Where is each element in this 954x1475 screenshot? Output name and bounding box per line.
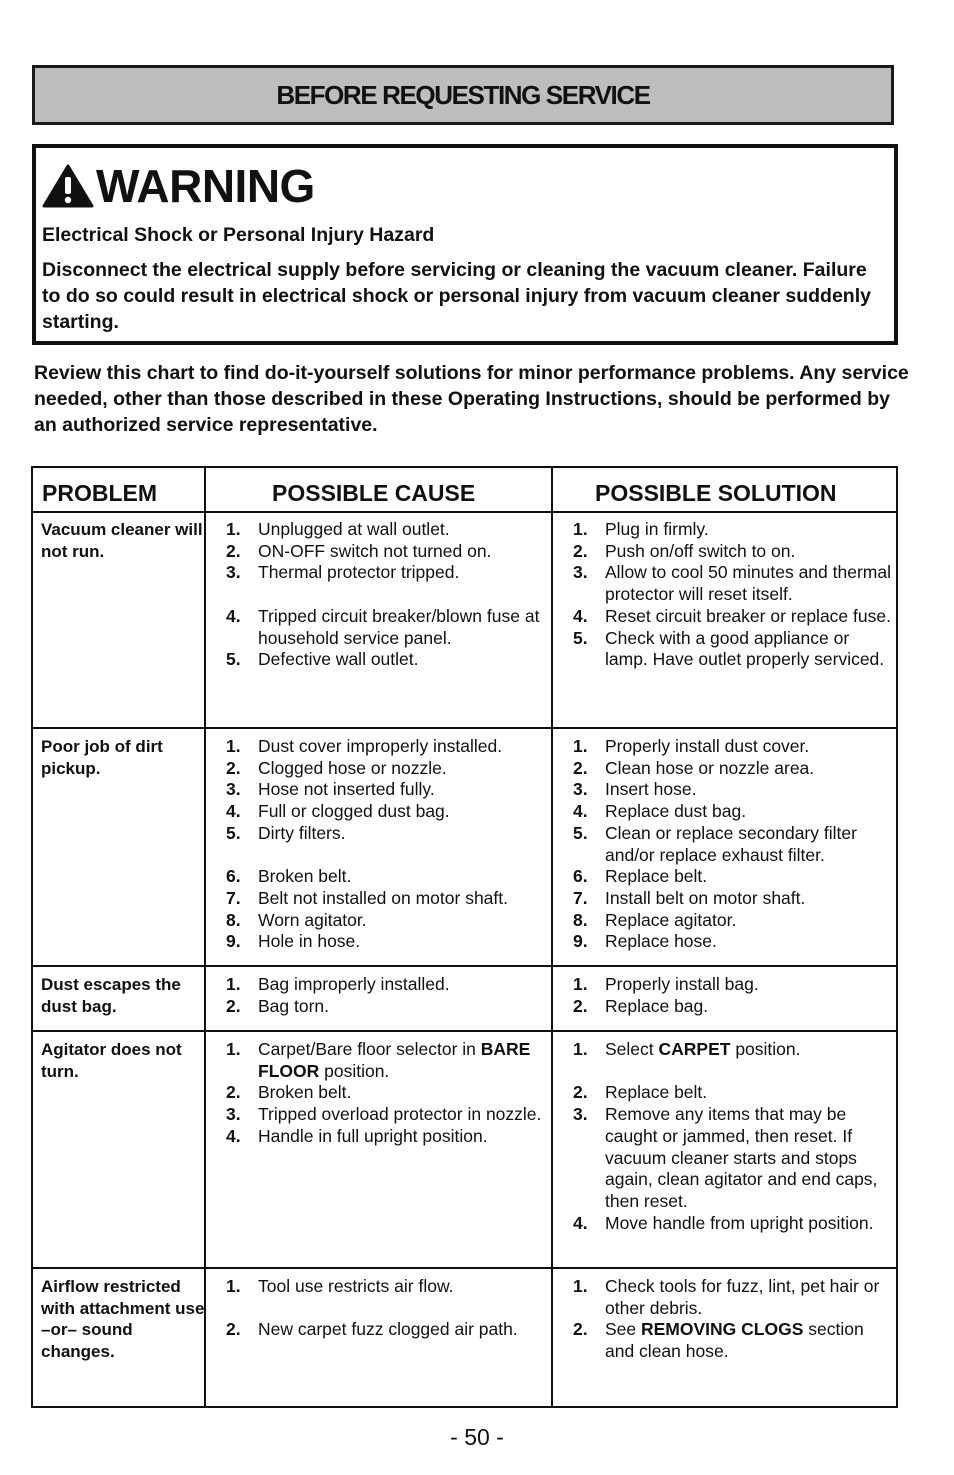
cause-cell <box>226 1039 556 1148</box>
item-text: Bag improperly installed. <box>258 974 450 994</box>
item-text: Clean hose or nozzle area. <box>605 757 815 778</box>
item-number: 3. <box>573 779 588 800</box>
item-number: 1. <box>573 736 588 756</box>
item-text: Plug in firmly. <box>605 519 709 539</box>
solutions-item <box>573 823 895 866</box>
item-number: 2. <box>226 1319 241 1340</box>
solutions-item <box>573 1276 895 1319</box>
emphasis-text: BARE FLOOR <box>258 1039 531 1081</box>
solution-cell <box>573 1276 895 1363</box>
solutions-item <box>573 736 895 758</box>
item-text: Tripped overload protector in nozzle. <box>258 1104 542 1125</box>
column-divider <box>204 468 206 1406</box>
causes-item <box>226 1126 556 1148</box>
causes-item <box>226 736 556 758</box>
causes-item <box>226 996 556 1018</box>
solutions-item <box>573 628 895 671</box>
item-number: 5. <box>573 822 588 843</box>
item-text: Defective wall outlet. <box>258 649 419 670</box>
item-number: 1. <box>226 1276 241 1296</box>
cause-cell <box>226 1276 556 1341</box>
item-number: 7. <box>226 887 241 908</box>
troubleshooting-table <box>31 466 898 1408</box>
item-text: Move handle from upright position. <box>605 1212 874 1233</box>
solutions-item <box>573 1039 895 1061</box>
solutions-item <box>573 974 895 996</box>
item-text: Reset circuit breaker or replace fuse. <box>605 605 891 626</box>
row-divider <box>33 511 896 513</box>
causes-item <box>226 1104 556 1126</box>
problem-cell: Airflow restricted with attachment use –or– sound changes. <box>41 1277 205 1362</box>
causes-item <box>226 649 556 671</box>
solution-cell <box>573 519 895 671</box>
item-number: 1. <box>226 1039 241 1059</box>
causes-item <box>226 1319 556 1341</box>
item-text: Properly install bag. <box>605 974 759 994</box>
causes-item <box>226 758 556 780</box>
solutions-item <box>573 519 895 541</box>
item-number: 7. <box>573 887 588 908</box>
item-number: 4. <box>226 1125 241 1146</box>
header-problem: PROBLEM <box>42 480 157 506</box>
solutions-item <box>573 1213 895 1235</box>
cause-cell <box>226 974 556 1017</box>
causes-item <box>226 1276 556 1298</box>
solutions-item <box>573 1104 895 1213</box>
causes-item <box>226 519 556 541</box>
causes-item <box>226 910 556 932</box>
item-number: 2. <box>573 1319 588 1340</box>
item-text: Tripped circuit breaker/blown fuse at household service panel. <box>258 605 540 648</box>
solution-cell <box>573 974 895 1017</box>
item-number: 9. <box>573 931 588 952</box>
warning-heading <box>42 158 886 214</box>
item-number: 8. <box>573 909 588 930</box>
row-divider <box>33 965 896 967</box>
item-text: New carpet fuzz clogged air path. <box>258 1319 518 1340</box>
item-number: 3. <box>226 562 241 583</box>
solutions-item <box>573 1319 895 1362</box>
item-text: Hole in hose. <box>258 931 361 952</box>
causes-item <box>226 888 556 910</box>
item-text: Check with a good appliance or lamp. Have outlet properly serviced. <box>605 627 885 670</box>
item-text: Replace belt. <box>605 866 708 887</box>
item-number: 3. <box>573 562 588 583</box>
problem-cell: Dust escapes the dust bag. <box>41 975 181 1016</box>
solutions-item <box>573 866 895 888</box>
item-number: 1. <box>226 974 241 994</box>
item-number: 2. <box>226 995 241 1016</box>
item-number: 4. <box>573 801 588 822</box>
item-text: Replace bag. <box>605 995 709 1016</box>
item-text: Replace agitator. <box>605 909 737 930</box>
intro-text: Review this chart to find do-it-yourself solutions for minor performance problems. Any service needed, other than those described in these Operating Instructions, should be performed by an authorized service representative. <box>34 362 909 436</box>
solution-cell <box>573 736 895 953</box>
header-solution: POSSIBLE SOLUTION <box>595 480 837 506</box>
item-number: 2. <box>226 1082 241 1103</box>
causes-item <box>226 866 556 888</box>
item-text: Properly install dust cover. <box>605 736 810 756</box>
item-text: Remove any items that may be caught or jammed, then reset. If vacuum cleaner starts and stops again, clean agitator and end caps, then reset. <box>605 1104 878 1211</box>
item-number: 6. <box>226 866 241 887</box>
item-number: 2. <box>226 757 241 778</box>
problem-cell: Vacuum cleaner will not run. <box>41 520 203 561</box>
item-text: Insert hose. <box>605 779 697 800</box>
solutions-item <box>573 1082 895 1104</box>
item-text: Check tools for fuzz, lint, pet hair or other debris. <box>605 1276 880 1318</box>
cause-cell <box>226 519 556 671</box>
item-number: 5. <box>573 627 588 648</box>
item-number: 5. <box>226 822 241 843</box>
item-text: Replace hose. <box>605 931 717 952</box>
emphasis-text: REMOVING CLOGS <box>641 1319 804 1340</box>
item-number: 2. <box>573 540 588 561</box>
solutions-item <box>573 931 895 953</box>
page-number: - 50 - <box>450 1424 504 1450</box>
solutions-item <box>573 910 895 932</box>
solutions-item <box>573 758 895 780</box>
item-number: 1. <box>573 974 588 994</box>
item-number: 5. <box>226 649 241 670</box>
item-number: 3. <box>573 1104 588 1125</box>
causes-item <box>226 931 556 953</box>
item-text: See REMOVING CLOGS section and clean hose. <box>605 1319 864 1362</box>
section-header <box>32 65 894 125</box>
warning-hazard: Electrical Shock or Personal Injury Hazard <box>42 224 435 246</box>
item-number: 2. <box>573 757 588 778</box>
item-number: 3. <box>226 779 241 800</box>
section-title: BEFORE REQUESTING SERVICE <box>276 79 650 110</box>
warning-triangle-icon <box>42 164 94 208</box>
item-text: Bag torn. <box>258 995 330 1016</box>
item-number: 4. <box>573 1212 588 1233</box>
item-number: 9. <box>226 931 241 952</box>
warning-text: Disconnect the electrical supply before servicing or cleaning the vacuum cleaner. Failure to do so could result in electrical shock or personal injury from vacuum cleaner suddenly starting. <box>42 259 871 333</box>
item-number: 2. <box>226 540 241 561</box>
warning-title: WARNING <box>96 160 315 212</box>
item-number: 4. <box>573 605 588 626</box>
row-divider <box>33 1267 896 1269</box>
solutions-item <box>573 996 895 1018</box>
item-text: Install belt on motor shaft. <box>605 887 806 908</box>
item-number: 3. <box>226 1104 241 1125</box>
solutions-item <box>573 779 895 801</box>
item-text: Full or clogged dust bag. <box>258 801 450 822</box>
item-number: 8. <box>226 909 241 930</box>
item-number: 1. <box>573 519 588 539</box>
solution-cell <box>573 1039 895 1234</box>
causes-item <box>226 541 556 563</box>
causes-item <box>226 974 556 996</box>
item-text: Tool use restricts air flow. <box>258 1276 454 1296</box>
item-text: Replace dust bag. <box>605 801 747 822</box>
item-number: 6. <box>573 866 588 887</box>
row-divider <box>33 1030 896 1032</box>
causes-item <box>226 1039 556 1082</box>
item-text: Push on/off switch to on. <box>605 540 796 561</box>
solutions-item <box>573 888 895 910</box>
item-text: Broken belt. <box>258 1082 352 1103</box>
problem-cell: Poor job of dirt pickup. <box>41 737 163 778</box>
solutions-item <box>573 541 895 563</box>
item-text: Select CARPET position. <box>605 1039 801 1059</box>
row-divider <box>33 727 896 729</box>
causes-item <box>226 562 556 584</box>
item-number: 1. <box>573 1276 588 1296</box>
emphasis-text: CARPET <box>658 1039 731 1059</box>
item-text: Thermal protector tripped. <box>258 562 460 583</box>
item-number: 4. <box>226 801 241 822</box>
cause-cell <box>226 736 556 953</box>
solutions-item <box>573 562 895 605</box>
header-cause: POSSIBLE CAUSE <box>272 480 476 506</box>
causes-item <box>226 823 556 845</box>
item-number: 1. <box>226 519 241 539</box>
item-text: Broken belt. <box>258 866 352 887</box>
item-text: Unplugged at wall outlet. <box>258 519 450 539</box>
item-number: 2. <box>573 995 588 1016</box>
causes-item <box>226 779 556 801</box>
problem-cell: Agitator does not turn. <box>41 1040 182 1081</box>
item-number: 1. <box>573 1039 588 1059</box>
item-text: Handle in full upright position. <box>258 1125 488 1146</box>
item-text: Belt not installed on motor shaft. <box>258 887 508 908</box>
item-text: Carpet/Bare floor selector in BARE FLOOR position. <box>258 1039 531 1081</box>
item-text: Worn agitator. <box>258 909 367 930</box>
causes-item <box>226 801 556 823</box>
item-number: 1. <box>226 736 241 756</box>
causes-item <box>226 1082 556 1104</box>
item-text: Clogged hose or nozzle. <box>258 757 447 778</box>
warning-box <box>32 144 898 345</box>
item-number: 4. <box>226 605 241 626</box>
item-text: Clean or replace secondary filter and/or replace exhaust filter. <box>605 822 857 865</box>
item-text: Replace belt. <box>605 1082 708 1103</box>
item-text: Dirty filters. <box>258 822 346 843</box>
item-text: Dust cover improperly installed. <box>258 736 503 756</box>
item-text: Allow to cool 50 minutes and thermal protector will reset itself. <box>605 562 891 605</box>
item-text: ON-OFF switch not turned on. <box>258 540 492 561</box>
solutions-item <box>573 801 895 823</box>
solutions-item <box>573 606 895 628</box>
item-number: 2. <box>573 1082 588 1103</box>
item-text: Hose not inserted fully. <box>258 779 435 800</box>
causes-item <box>226 606 556 649</box>
